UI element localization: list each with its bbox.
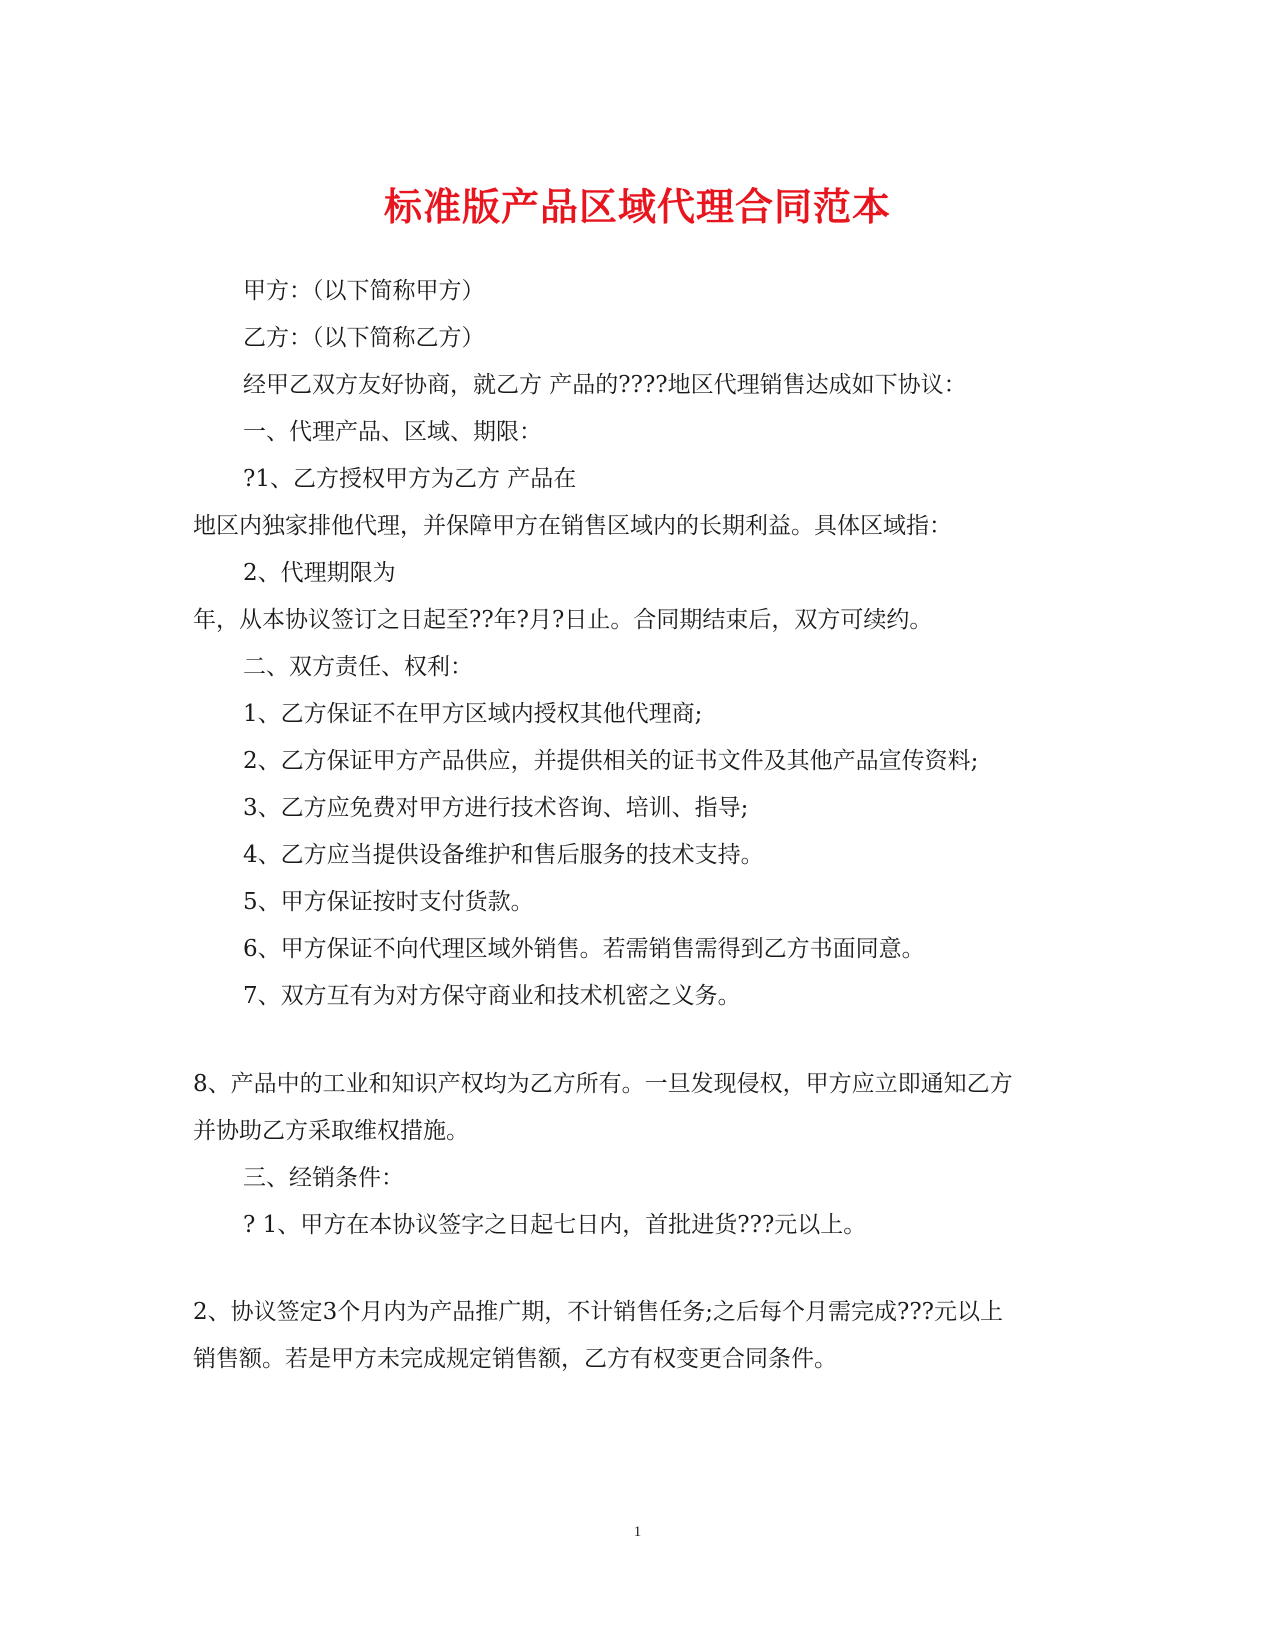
clause-1-2-line-2: 年，从本协议签订之日起至??年?月?日止。合同期结束后，双方可续约。 <box>193 607 933 633</box>
clause-1-1-line-1: ?1、乙方授权甲方为乙方 产品在 <box>243 466 577 492</box>
clause-3-1: ? 1、甲方在本协议签字之日起七日内，首批进货???元以上。 <box>243 1212 867 1238</box>
clause-2-3: 3、乙方应免费对甲方进行技术咨询、培训、指导; <box>243 795 749 821</box>
section-1-heading: 一、代理产品、区域、期限： <box>243 419 542 445</box>
clause-2-8-line-2: 并协助乙方采取维权措施。 <box>193 1118 469 1144</box>
clause-3-2-line-2: 销售额。若是甲方未完成规定销售额，乙方有权变更合同条件。 <box>193 1346 837 1372</box>
party-b-line: 乙方：（以下简称乙方） <box>243 325 485 351</box>
document-title: 标准版产品区域代理合同范本 <box>383 184 891 229</box>
preamble-paragraph: 经甲乙双方友好协商，就乙方 产品的????地区代理销售达成如下协议： <box>243 372 967 398</box>
clause-2-1: 1、乙方保证不在甲方区域内授权其他代理商; <box>243 701 703 727</box>
clause-2-2: 2、乙方保证甲方产品供应，并提供相关的证书文件及其他产品宣传资料; <box>243 748 979 774</box>
clause-1-2-line-1: 2、代理期限为 <box>243 560 396 586</box>
clause-2-5: 5、甲方保证按时支付货款。 <box>243 889 534 915</box>
clause-2-6: 6、甲方保证不向代理区域外销售。若需销售需得到乙方书面同意。 <box>243 936 925 962</box>
section-3-heading: 三、经销条件： <box>243 1165 404 1191</box>
clause-1-1-line-2: 地区内独家排他代理，并保障甲方在销售区域内的长期利益。具体区域指： <box>193 513 952 539</box>
section-2-heading: 二、双方责任、权利： <box>243 654 473 680</box>
clause-3-2-line-1: 2、协议签定3个月内为产品推广期，不计销售任务;之后每个月需完成???元以上 <box>193 1299 1004 1325</box>
clause-2-8-line-1: 8、产品中的工业和知识产权均为乙方所有。一旦发现侵权，甲方应立即通知乙方 <box>193 1071 1013 1097</box>
clause-2-7: 7、双方互有为对方保守商业和技术机密之义务。 <box>243 983 741 1009</box>
party-a-line: 甲方：（以下简称甲方） <box>243 278 485 304</box>
page-number: 1 <box>633 1524 642 1540</box>
clause-2-4: 4、乙方应当提供设备维护和售后服务的技术支持。 <box>243 842 764 868</box>
